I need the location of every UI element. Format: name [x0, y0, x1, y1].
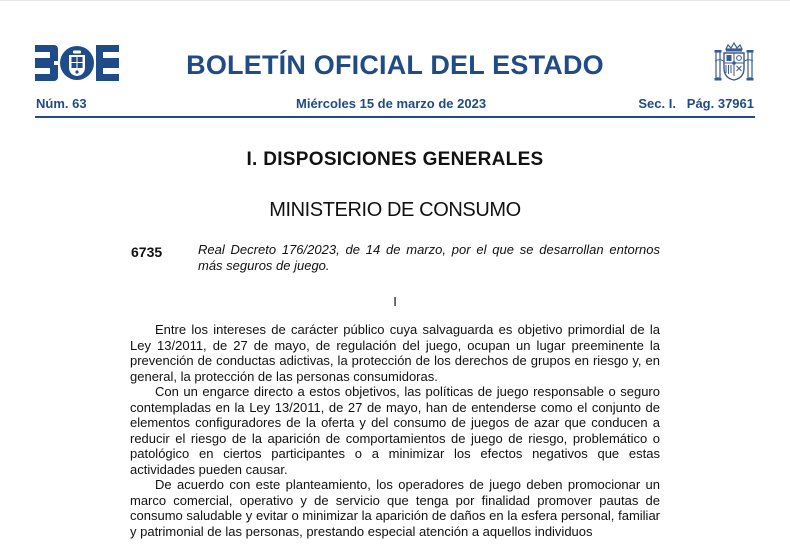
paragraph: Con un engarce directo a estos objetivos, las políticas de juego responsable o seguro contempladas en la Ley 13/2011, de 27 de mayo, han de entenderse como el conjunto de elementos configuradores de la oferta y del consumo de juegos de azar que conducen a reducir el riesgo de la aparición de comportamientos de juego de riesgo, problemático o patológico en ciertos participantes o a minimizar los efectos negativos que estas actividades pueden causar.: [130, 384, 660, 477]
section-page-label: Sec. I. Pág. 37961: [638, 96, 754, 111]
publication-title: BOLETÍN OFICIAL DEL ESTADO: [186, 50, 604, 80]
top-border: [0, 0, 790, 1]
paragraph: Entre los intereses de carácter público cuya salvaguarda es objetivo primordial de la Ley 13/2011, de 27 de mayo, de regulación del juego, ocupan un lugar preeminente la prevención de conductas adictivas, la protección de los derechos de grupos en riesgo y, en general, la protección de las personas consumidoras.: [130, 322, 660, 384]
disposition-title: Real Decreto 176/2023, de 14 de marzo, por el que se desarrollan entornos más seguros de juego.: [198, 242, 660, 273]
body-text: [130, 322, 660, 539]
section-title: I. DISPOSICIONES GENERALES: [246, 149, 544, 170]
coat-of-arms-icon: [713, 41, 755, 85]
boe-logo-icon: [35, 45, 119, 81]
disposition-number: 6735: [131, 244, 163, 260]
header-divider: [35, 116, 755, 118]
paragraph: De acuerdo con este planteamiento, los operadores de juego deben promocionar un marco comercial, operativo y de servicio que tenga por finalidad promover pautas de consumo saludable y evitar o minimizar la aparición de daños en la esfera personal, familiar y patrimonial de las personas, prestando especial atención a aquellos individuos: [130, 477, 660, 539]
publication-date: Miércoles 15 de marzo de 2023: [296, 96, 487, 111]
chapter-numeral: I: [393, 294, 397, 309]
issue-number: Núm. 63: [36, 96, 87, 111]
ministry-heading: MINISTERIO DE CONSUMO: [269, 199, 521, 221]
